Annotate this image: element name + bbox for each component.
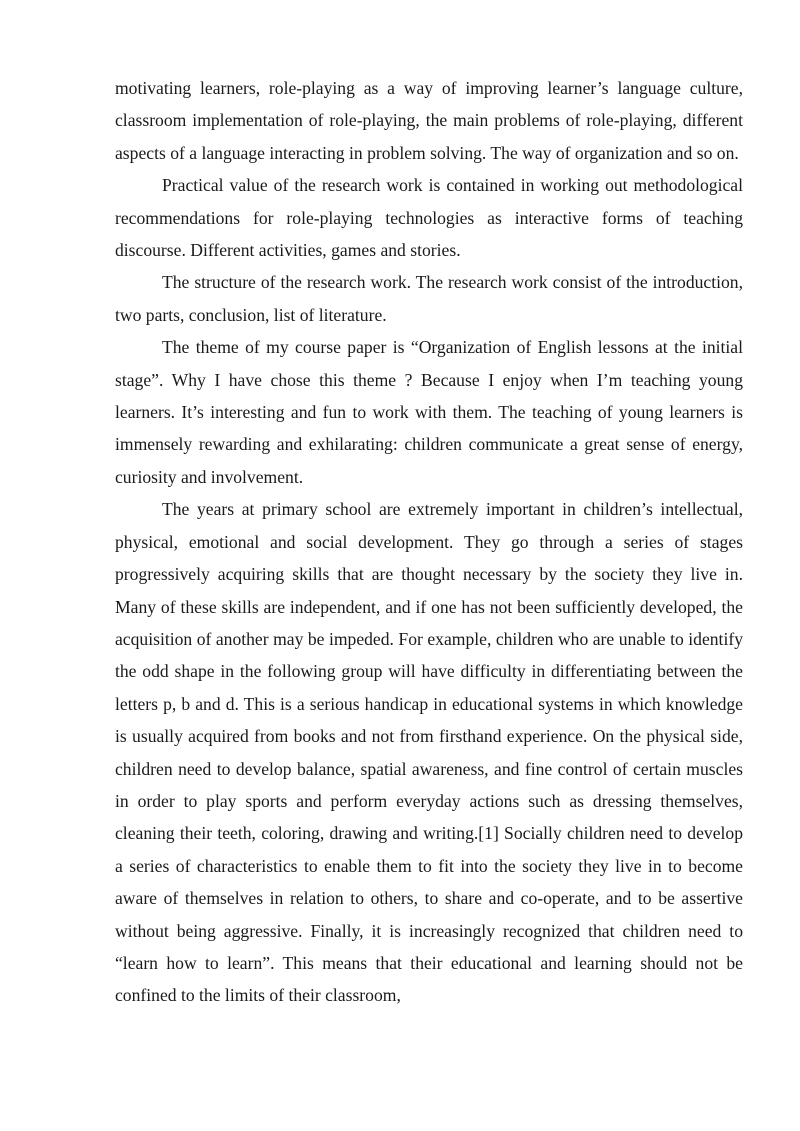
paragraph-theme: The theme of my course paper is “Organization of English lessons at the initial stage”. Why I have chose this theme ? Because I enjoy when I’m teaching young learners. It’s interesting and fun to work with them. The teaching of young learners is immensely rewarding and exhilarating: children communicate a great sense of energy, curiosity and involvement. — [115, 337, 743, 487]
document-body — [115, 72, 743, 1012]
paragraph-practical-value: Practical value of the research work is contained in working out methodological recommendations for role-playing technologies as interactive forms of teaching discourse. Different activities, games and stories. — [115, 175, 743, 261]
paragraph-structure: The structure of the research work. The research work consist of the introduction, two parts, conclusion, list of literature. — [115, 272, 743, 325]
paragraph-continuation: motivating learners, role-playing as a way of improving learner’s language culture, classroom implementation of role-playing, the main problems of role-playing, different aspects of a language interacting in problem solving. The way of organization and so on. — [115, 78, 743, 163]
paragraph-primary-school: The years at primary school are extremely important in children’s intellectual, physical, emotional and social development. They go through a series of stages progressively acquiring skills that are thought necessary by the society they live in. Many of these skills are independent, and if one has not been sufficiently developed, the acquisition of another may be impeded. For example, children who are unable to identify the odd shape in the following group will have difficulty in differentiating between the letters p, b and d. This is a serious handicap in educational systems in which knowledge is usually acquired from books and not from firsthand experience. On the physical side, children need to develop balance, spatial awareness, and fine control of certain muscles in order to play sports and perform everyday actions such as dressing themselves, cleaning their teeth, coloring, drawing and writing.[1] Socially children need to develop a series of characteristics to enable them to fit into the society they live in to become aware of themselves in relation to others, to share and co-operate, and to be assertive without being aggressive. Finally, it is increasingly recognized that children need to “learn how to learn”. This means that their educational and learning should not be confined to the limits of their classroom, — [115, 499, 743, 1006]
